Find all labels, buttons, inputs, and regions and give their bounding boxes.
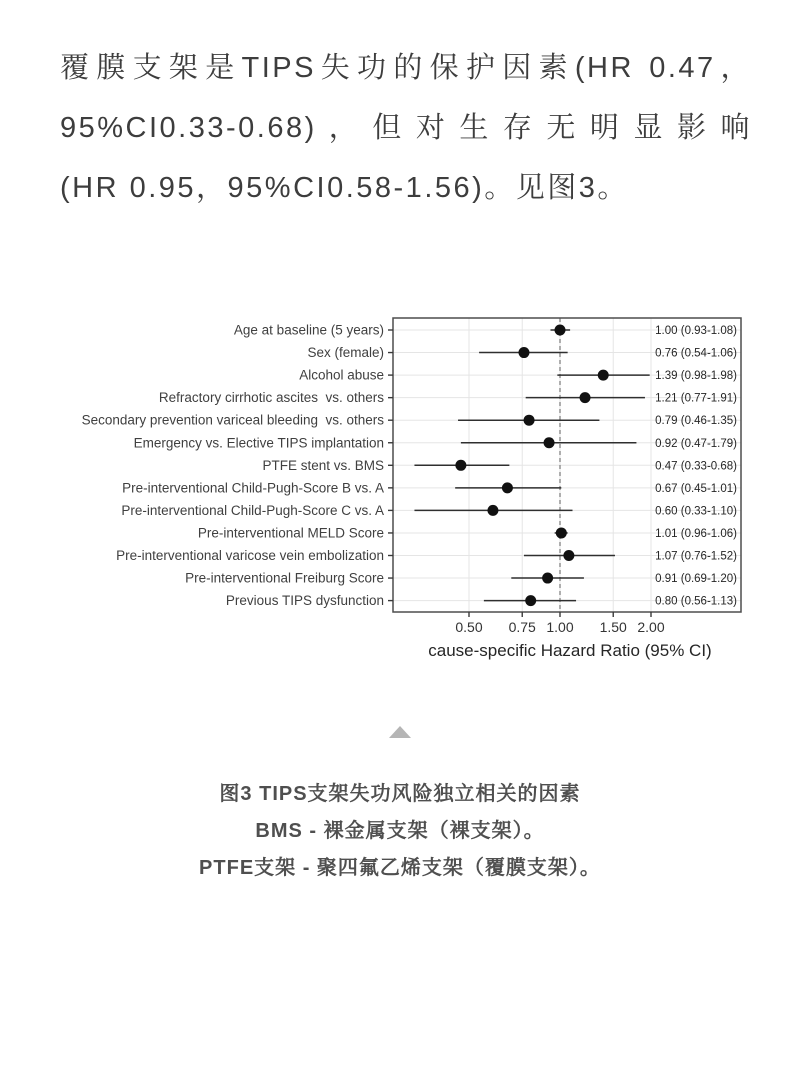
point-estimate-dot (525, 595, 536, 606)
x-tick-label: 1.50 (599, 619, 627, 635)
point-estimate-dot (518, 347, 529, 358)
row-label: Sex (female) (307, 345, 384, 361)
forest-plot-figure (0, 280, 800, 680)
figure-caption-line: BMS - 裸金属支架（裸支架）。 (255, 820, 545, 842)
hr-value-label: 0.47 (0.33-0.68) (655, 460, 737, 473)
point-estimate-dot (524, 415, 535, 426)
point-estimate-dot (487, 505, 498, 516)
x-tick-label: 0.75 (508, 619, 536, 635)
hr-value-label: 1.39 (0.98-1.98) (655, 370, 737, 383)
row-label: Pre-interventional MELD Score (197, 525, 384, 541)
x-tick-label: 2.00 (637, 619, 665, 635)
row-label: Refractory cirrhotic ascites vs. others (158, 390, 384, 406)
intro-paragraph (60, 38, 752, 218)
row-label: Previous TIPS dysfunction (225, 593, 384, 609)
point-estimate-dot (502, 482, 513, 493)
row-label: Alcohol abuse (299, 367, 384, 383)
hr-value-label: 0.80 (0.56-1.13) (655, 595, 737, 608)
point-estimate-dot (598, 370, 609, 381)
hr-value-label: 0.60 (0.33-1.10) (655, 505, 737, 518)
row-label: Pre-interventional Child-Pugh-Score C vs. A (121, 502, 384, 518)
point-estimate-dot (455, 460, 466, 471)
point-estimate-dot (555, 325, 566, 336)
hr-value-label: 1.00 (0.93-1.08) (655, 325, 737, 337)
point-estimate-dot (556, 527, 567, 538)
point-estimate-dot (563, 550, 574, 561)
point-estimate-dot (544, 437, 555, 448)
collapse-figure-button[interactable] (380, 718, 420, 746)
hr-value-label: 0.91 (0.69-1.20) (655, 573, 737, 586)
intro-paragraph-line: (HR 0.95，95%CI0.58-1.56)。见图3。 (60, 172, 629, 204)
figure-caption (0, 776, 800, 887)
hr-value-label: 0.79 (0.46-1.35) (655, 415, 737, 428)
point-estimate-dot (542, 573, 553, 584)
hr-value-label: 0.76 (0.54-1.06) (655, 347, 737, 360)
hr-value-label: 1.21 (0.77-1.91) (655, 392, 737, 405)
intro-paragraph-line: 覆膜支架是TIPS失功的保护因素(HR 0.47， (60, 52, 752, 84)
row-label: Pre-interventional Child-Pugh-Score B vs. A (122, 480, 384, 496)
hr-value-label: 0.67 (0.45-1.01) (655, 482, 737, 495)
x-tick-label: 0.50 (455, 619, 483, 635)
forest-plot-layers (82, 318, 741, 635)
hr-value-label: 1.01 (0.96-1.06) (655, 527, 737, 540)
row-label: Age at baseline (5 years) (233, 322, 384, 338)
row-label: Pre-interventional Freiburg Score (185, 570, 384, 586)
figure-caption-line: 图3 TIPS支架失功风险独立相关的因素 (219, 783, 581, 805)
triangle-up-icon (389, 726, 411, 738)
hr-value-label: 0.92 (0.47-1.79) (655, 437, 737, 450)
hr-value-label: 1.07 (0.76-1.52) (655, 550, 737, 563)
x-tick-label: 1.00 (546, 619, 574, 635)
row-label: PTFE stent vs. BMS (262, 457, 384, 473)
row-label: Secondary prevention variceal bleeding vs. others (81, 412, 384, 428)
row-label: Pre-interventional varicose vein embolization (116, 548, 384, 563)
intro-paragraph-line: 95%CI0.33-0.68)，但对生存无明显影响 (60, 112, 752, 144)
point-estimate-dot (580, 392, 591, 403)
row-label: Emergency vs. Elective TIPS implantation (133, 435, 384, 451)
x-axis-title: cause-specific Hazard Ratio (95% CI) (428, 641, 712, 660)
figure-caption-line: PTFE支架 - 聚四氟乙烯支架（覆膜支架）。 (199, 857, 601, 879)
